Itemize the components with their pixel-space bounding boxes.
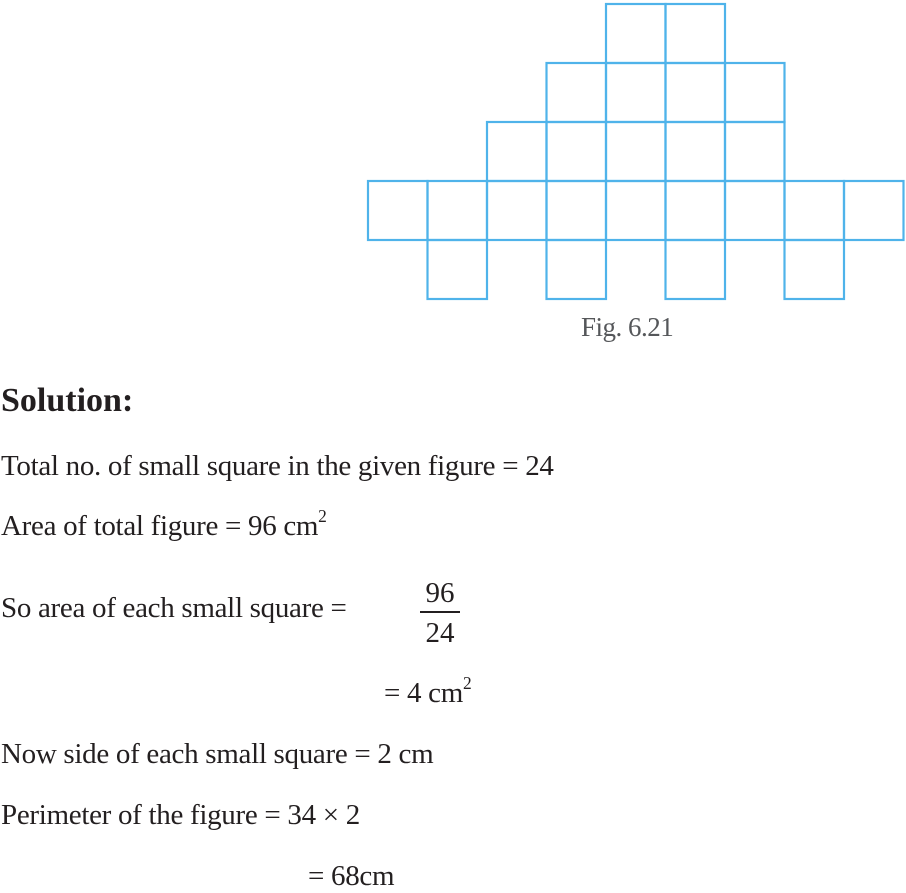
fraction-denominator: 24 bbox=[425, 617, 455, 649]
square-grid-figure bbox=[0, 0, 906, 310]
solution-line-perimeter: Perimeter of the figure = 34 × 2 bbox=[1, 799, 360, 831]
grid-square bbox=[666, 181, 726, 240]
grid-square bbox=[606, 122, 666, 181]
grid-square bbox=[725, 122, 785, 181]
grid-square bbox=[487, 181, 547, 240]
grid-square bbox=[547, 122, 607, 181]
solution-line-each-area-result bbox=[384, 672, 472, 710]
grid-square bbox=[666, 240, 726, 299]
fraction-bar bbox=[420, 611, 460, 613]
solution-heading: Solution: bbox=[1, 382, 134, 419]
total-area-text: Area of total figure = 96 cm bbox=[1, 510, 319, 542]
squared-exponent: 2 bbox=[462, 672, 472, 693]
grid-square bbox=[725, 63, 785, 122]
squared-exponent: 2 bbox=[318, 505, 327, 526]
fraction-numerator: 96 bbox=[425, 577, 455, 609]
grid-square bbox=[547, 181, 607, 240]
grid-square bbox=[844, 181, 904, 240]
grid-square bbox=[785, 240, 845, 299]
grid-square bbox=[725, 181, 785, 240]
solution-line-perimeter-result: = 68cm bbox=[308, 860, 395, 892]
solution-line-each-area: So area of each small square = bbox=[1, 592, 347, 624]
grid-square bbox=[606, 4, 666, 63]
grid-square bbox=[785, 181, 845, 240]
grid-square bbox=[428, 181, 488, 240]
solution-line-total-area bbox=[1, 505, 327, 543]
grid-square bbox=[666, 63, 726, 122]
grid-square bbox=[368, 181, 428, 240]
grid-square bbox=[547, 240, 607, 299]
grid-square bbox=[487, 122, 547, 181]
grid-square bbox=[606, 63, 666, 122]
fraction bbox=[420, 576, 460, 650]
grid-square bbox=[547, 63, 607, 122]
grid-square bbox=[428, 240, 488, 299]
solution-line-side: Now side of each small square = 2 cm bbox=[1, 738, 434, 770]
figure-caption: Fig. 6.21 bbox=[581, 312, 674, 342]
each-area-result-text: = 4 cm bbox=[384, 677, 463, 709]
solution-line-total-squares: Total no. of small square in the given figure = 24 bbox=[1, 450, 554, 482]
grid-square bbox=[666, 122, 726, 181]
grid-square bbox=[666, 4, 726, 63]
grid-square bbox=[606, 181, 666, 240]
